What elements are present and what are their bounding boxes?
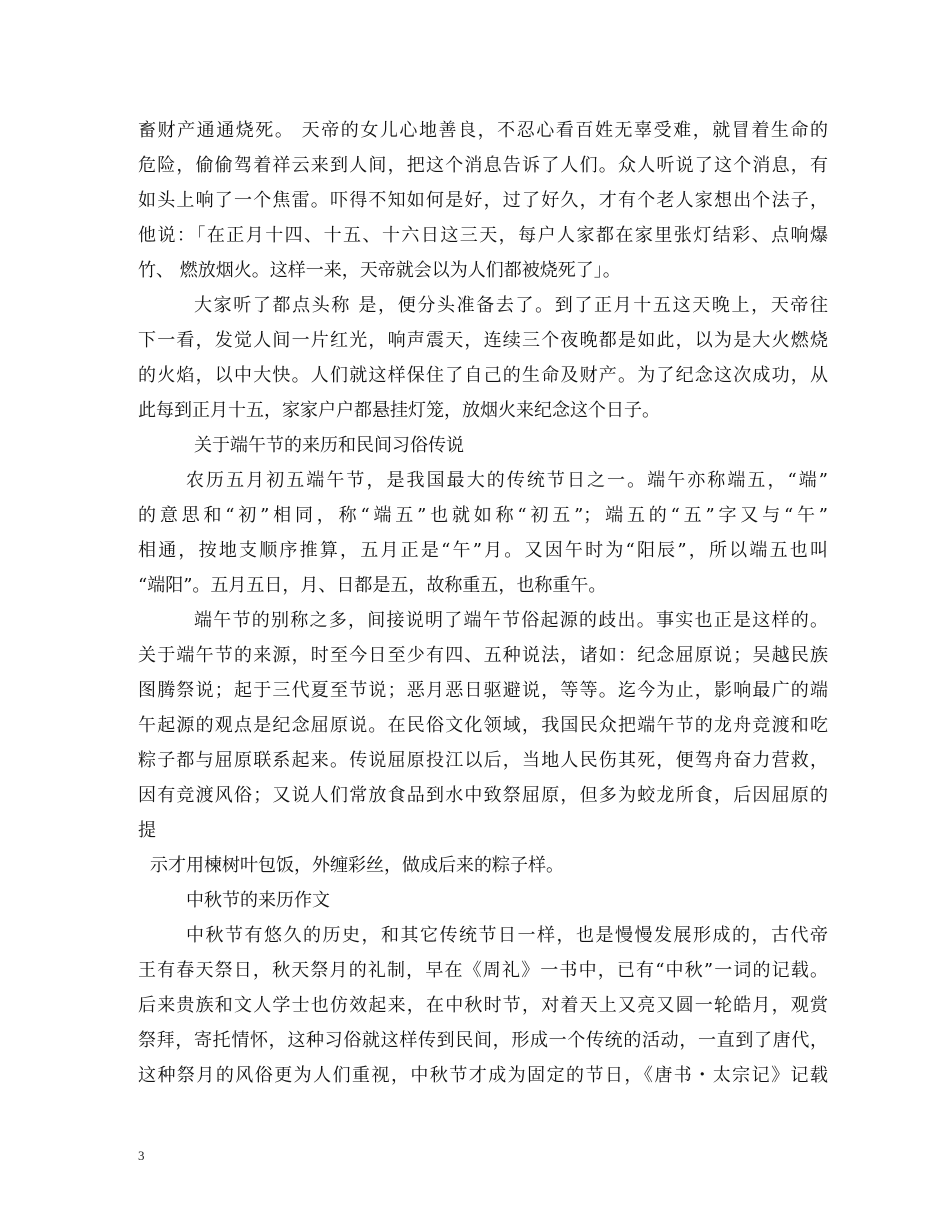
text-line: 这种祭月的风俗更为人们重视，中秋节才成为固定的节日，《唐书・太宗记》记载 [138, 1065, 828, 1086]
paragraph-start-line: 中秋节有悠久的历史，和其它传统节日一样，也是慢慢发展形成的，古代帝 [186, 925, 828, 946]
text-line: 粽子都与屈原联系起来。传说屈原投江以后，当地人民伤其死，便驾舟奋力营救， [138, 750, 828, 771]
text-line: 午起源的观点是纪念屈原说。在民俗文化领域，我国民众把端午节的龙舟竞渡和吃 [138, 715, 828, 736]
text-line: 危险，偷偷驾着祥云来到人间，把这个消息告诉了人们。众人听说了这个消息，有 [138, 155, 828, 176]
paragraph-start-line: 农历五月初五端午节，是我国最大的传统节日之一。端午亦称端五，“端” [186, 470, 828, 491]
text-line: 如头上响了一个焦雷。吓得不知如何是好，过了好久，才有个老人家想出个法子， [138, 190, 828, 211]
text-line: 因有竞渡风俗；又说人们常放食品到水中致祭屈原，但多为蛟龙所食，后因屈原的 [138, 785, 828, 806]
text-line: 后来贵族和文人学士也仿效起来，在中秋时节，对着天上又亮又圆一轮皓月，观赏 [138, 995, 828, 1016]
text-line: 下一看，发觉人间一片红光，响声震天，连续三个夜晚都是如此，以为是大火燃烧 [138, 330, 828, 351]
text-line: 示才用楝树叶包饭，外缠彩丝，做成后来的粽子样。 [150, 855, 564, 876]
text-line: 他说：「在正月十四、十五、十六日这三天，每户人家都在家里张灯结彩、点响爆 [138, 225, 828, 246]
text-line: “端阳”。五月五日，月、日都是五，故称重五，也称重午。 [138, 575, 607, 596]
section-heading-mid-autumn: 中秋节的来历作文 [186, 890, 330, 911]
text-line: 提 [138, 820, 156, 841]
paragraph-start-line: 大家听了都点头称 是，便分头准备去了。到了正月十五这天晚上，天帝往 [194, 295, 828, 316]
text-line: 竹、 燃放烟火。这样一来，天帝就会以为人们都被烧死了」。 [138, 260, 621, 281]
text-line: 畜财产通通烧死。 天帝的女儿心地善良，不忍心看百姓无辜受难，就冒着生命的 [138, 120, 828, 141]
body-text [138, 113, 828, 1093]
text-line: 相通，按地支顺序推算，五月正是“午”月。又因午时为“阳辰”，所以端五也叫 [138, 540, 828, 561]
page-number: 3 [138, 1148, 145, 1163]
text-line: 的意思和“初”相同，称“端五”也就如称“初五”；端五的“五”字又与“午” [138, 505, 828, 526]
text-line: 此每到正月十五，家家户户都悬挂灯笼，放烟火来纪念这个日子。 [138, 400, 660, 421]
text-line: 图腾祭说；起于三代夏至节说；恶月恶日驱避说，等等。迄今为止，影响最广的端 [138, 680, 828, 701]
text-line: 关于端午节的来源，时至今日至少有四、五种说法，诸如：纪念屈原说；吴越民族 [138, 645, 828, 666]
text-line: 的火焰，以中大快。人们就这样保住了自己的生命及财产。为了纪念这次成功，从 [138, 365, 828, 386]
text-line: 王有春天祭日，秋天祭月的礼制，早在《周礼》一书中，已有“中秋”一词的记载。 [138, 960, 828, 981]
text-line: 祭拜，寄托情怀，这种习俗就这样传到民间，形成一个传统的活动，一直到了唐代， [138, 1030, 828, 1051]
section-heading-dragon-boat: 关于端午节的来历和民间习俗传说 [194, 435, 464, 456]
paragraph-start-line: 端午节的别称之多，间接说明了端午节俗起源的歧出。事实也正是这样的。 [194, 610, 828, 631]
